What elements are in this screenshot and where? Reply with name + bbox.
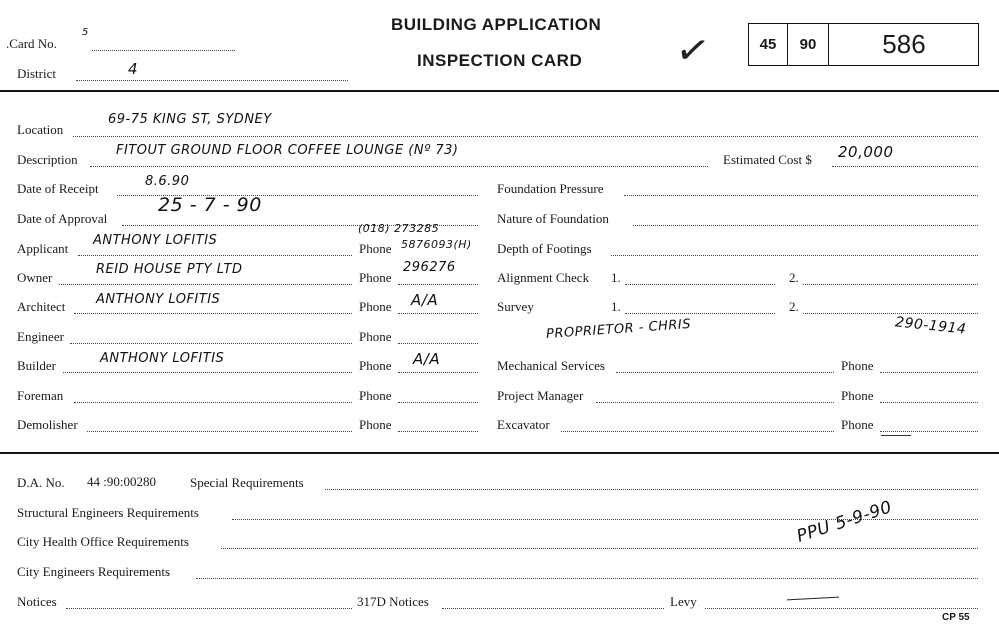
engineer-line [70,343,352,344]
applicant-phone-label: Phone [359,241,392,256]
levy-label: Levy [670,594,697,609]
health-line [221,548,978,549]
owner-label: Owner [17,270,53,285]
applicant-label: Applicant [17,241,69,256]
alignment-line-1 [625,284,775,285]
owner-phone-line [398,284,478,285]
notices-317d-label: 317D Notices [357,594,429,609]
survey-num-1: 1. [611,299,621,314]
architect-phone-line [398,313,478,314]
demolisher-line [87,431,352,432]
title-line-2: INSPECTION CARD [417,51,583,70]
notices-label: Notices [17,594,57,609]
applicant-line [78,255,352,256]
alignment-line-2 [803,284,978,285]
project-manager-label: Project Manager [497,388,584,403]
survey-num-2: 2. [789,299,799,314]
applicant-phone-alt: (018) 273285 [358,222,440,235]
survey-line-2 [803,313,978,314]
mechanical-phone-label: Phone [841,358,874,373]
mechanical-label: Mechanical Services [497,358,605,373]
foundation-pressure-label: Foundation Pressure [497,181,604,196]
demolisher-phone-label: Phone [359,417,392,432]
project-manager-line [596,402,834,403]
district-label: District [17,66,56,81]
pen-stroke-mark [881,435,911,436]
alignment-check-label: Alignment Check [497,270,590,285]
architect-label: Architect [17,299,66,314]
title-line-1: BUILDING APPLICATION [391,15,602,34]
survey-label: Survey [497,299,534,314]
builder-value: ANTHONY LOFITIS [100,351,225,366]
depth-footings-label: Depth of Footings [497,241,592,256]
box-cell-1: 45 [749,24,788,65]
demolisher-label: Demolisher [17,417,78,432]
nature-foundation-label: Nature of Foundation [497,211,609,226]
owner-phone-value: 296276 [403,260,456,275]
card-no-value: 5 [82,27,89,38]
owner-line [59,284,352,285]
excavator-label: Excavator [497,417,550,432]
levy-line [705,608,978,609]
builder-phone-label: Phone [359,358,392,373]
owner-value: REID HOUSE PTY LTD [96,262,243,277]
nature-foundation-line [633,225,978,226]
location-value: 69-75 KING ST, SYDNEY [108,112,272,127]
survey-line-1 [625,313,775,314]
da-value: 44 :90:00280 [87,474,156,489]
builder-phone-line [398,372,478,373]
notices-line [66,608,352,609]
engineer-phone-label: Phone [359,329,392,344]
architect-line [74,313,352,314]
excavator-phone-label: Phone [841,417,874,432]
checkmark-icon: ✓ [672,25,714,77]
excavator-phone-line [880,431,978,432]
estimated-cost-line [832,166,978,167]
card-number-box [748,23,979,66]
depth-footings-line [611,255,978,256]
project-manager-phone-line [880,402,978,403]
builder-line [63,372,352,373]
special-requirements-label: Special Requirements [190,475,304,490]
architect-phone-label: Phone [359,299,392,314]
city-engineers-label: City Engineers Requirements [17,564,171,579]
card-no-label: .Card No. [6,36,57,51]
engineer-label: Engineer [17,329,64,344]
district-value: 4 [128,60,139,78]
special-requirements-line [325,489,978,490]
proprietor-note: PROPRIETOR - CHRIS [545,316,692,343]
date-receipt-label: Date of Receipt [17,181,99,196]
proprietor-phone: 290-1914 [894,314,968,338]
date-approval-label: Date of Approval [17,211,108,226]
mechanical-line [616,372,834,373]
form-code: CP 55 [942,612,970,623]
applicant-value: ANTHONY LOFITIS [93,233,218,248]
architect-value: ANTHONY LOFITIS [96,292,221,307]
applicant-phone-value: 5876093(H) [401,238,472,251]
foundation-pressure-line [624,195,978,196]
estimated-cost-value: 20,000 [838,143,894,161]
header-rule [0,90,999,92]
owner-phone-label: Phone [359,270,392,285]
location-line [73,136,978,137]
notices-317d-line [442,608,664,609]
description-line [90,166,708,167]
date-approval-value: 25 - 7 - 90 [158,194,262,216]
description-label: Description [17,152,78,167]
foreman-phone-label: Phone [359,388,392,403]
mechanical-phone-line [880,372,978,373]
alignment-num-2: 2. [789,270,799,285]
project-manager-phone-label: Phone [841,388,874,403]
box-number: 586 [882,29,926,59]
architect-phone-value: A/A [411,291,439,309]
excavator-line [561,431,834,432]
health-approval-note: PPU 5-9-90 [794,497,895,547]
structural-label: Structural Engineers Requirements [17,505,199,520]
district-line [76,80,348,81]
foreman-label: Foreman [17,388,64,403]
foreman-phone-line [398,402,478,403]
builder-label: Builder [17,358,56,373]
alignment-num-1: 1. [611,270,621,285]
levy-dash-mark [787,597,839,601]
demolisher-phone-line [398,431,478,432]
estimated-cost-label: Estimated Cost $ [723,152,812,167]
description-value: FITOUT GROUND FLOOR COFFEE LOUNGE (Nº 73) [116,143,459,158]
foreman-line [74,402,352,403]
da-label: D.A. No. [17,475,65,490]
section-rule [0,452,999,454]
card-no-line [92,50,235,51]
location-label: Location [17,122,64,137]
box-cell-2: 90 [788,24,829,65]
builder-phone-value: A/A [413,350,441,368]
health-label: City Health Office Requirements [17,534,189,549]
engineer-phone-line [398,343,478,344]
city-engineers-line [196,578,978,579]
date-receipt-value: 8.6.90 [145,174,190,189]
